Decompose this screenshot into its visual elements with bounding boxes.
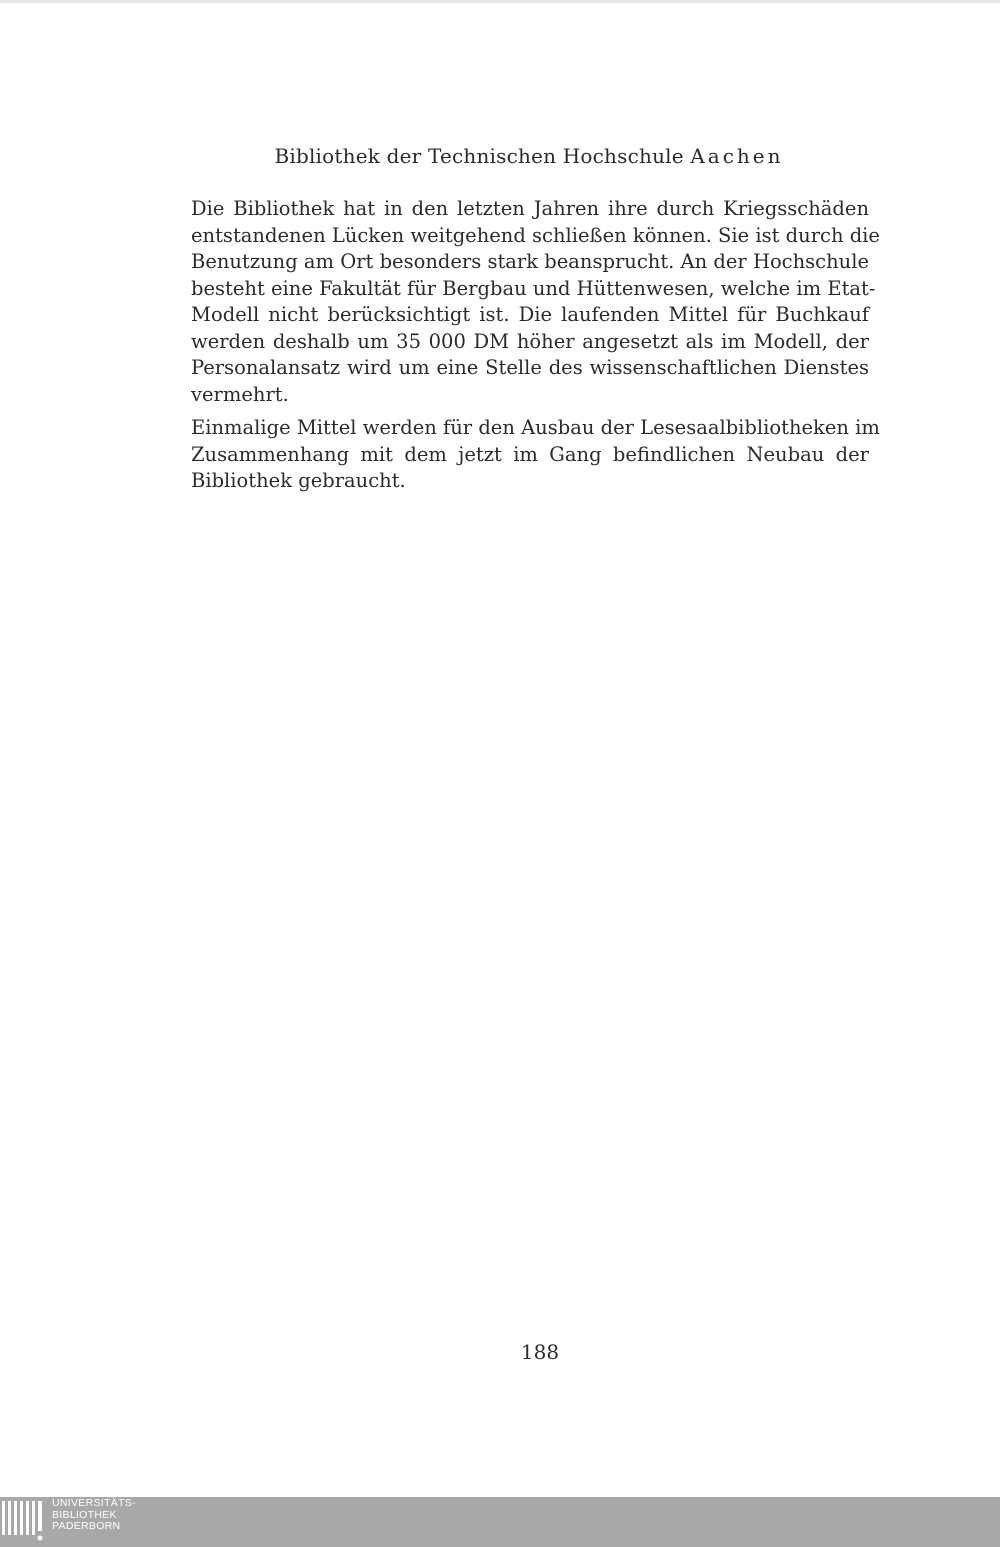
text-line: entstandenen Lücken weitgehend schließen können. Sie ist durch die	[191, 223, 880, 247]
text-line: vermehrt.	[191, 382, 289, 406]
logo-line: PADERBORN	[52, 1520, 121, 1532]
text-line: Bibliothek gebraucht.	[191, 469, 406, 492]
paragraph-2	[191, 415, 880, 495]
text-line: werden deshalb um 35 000 DM höher angesetzt als im Modell, der	[191, 329, 869, 353]
library-stripes-logo-icon	[2, 1501, 46, 1541]
logo-line: UNIVERSITÄTS-	[52, 1497, 136, 1509]
text-line: Die Bibliothek hat in den letzten Jahren ihre durch Kriegsschäden	[191, 197, 869, 220]
paragraph-1	[191, 196, 880, 408]
text-line: besteht eine Fakultät für Bergbau und Hüttenwesen, welche im Etat-	[191, 276, 876, 300]
text-line: Zusammenhang mit dem jetzt im Gang befindlichen Neubau der	[191, 442, 869, 466]
library-logo-text	[52, 1498, 136, 1533]
page-number: 188	[520, 1340, 560, 1364]
text-line: Personalansatz wird um eine Stelle des wissenschaftlichen Dienstes	[191, 356, 869, 379]
text-line: Einmalige Mittel werden für den Ausbau der Lesesaalbibliotheken im	[191, 416, 880, 439]
scan-top-edge	[0, 0, 1000, 3]
body-text	[191, 196, 880, 495]
page-title	[0, 144, 1000, 168]
text-line: Benutzung am Ort besonders stark beansprucht. An der Hochschule	[191, 250, 869, 273]
page-title-prefix: Bibliothek der Technischen Hochschule	[274, 144, 684, 168]
logo-line: BIBLIOTHEK	[52, 1508, 117, 1521]
page-title-city: Aachen	[690, 144, 784, 168]
text-line: Modell nicht berücksichtigt ist. Die laufenden Mittel für Buchkauf	[191, 303, 869, 326]
